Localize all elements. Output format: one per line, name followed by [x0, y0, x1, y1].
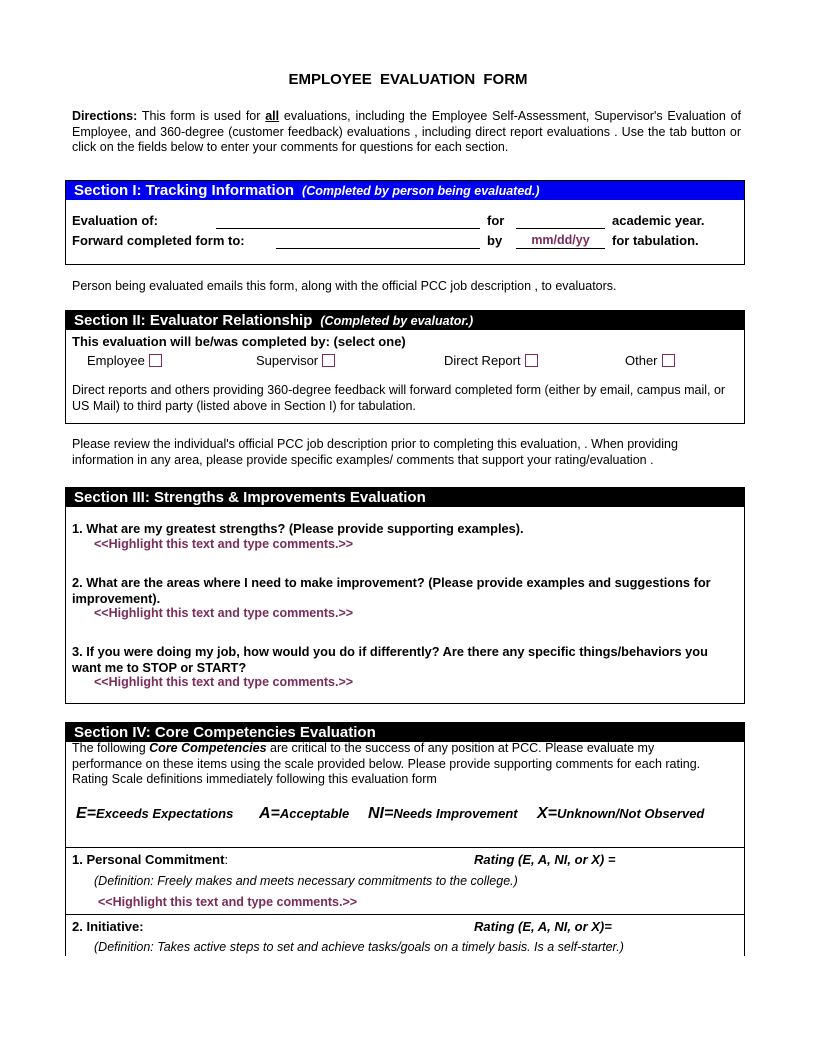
scale-e — [76, 805, 233, 823]
question-1: 1. What are my greatest strengths? (Please provide supporting examples). — [72, 521, 524, 536]
competency-2-name: 2. Initiative: — [72, 919, 144, 934]
option-other-label: Other — [625, 353, 658, 368]
section1-title: Section I: Tracking Information — [74, 182, 295, 199]
question-3: 3. If you were doing my job, how would you do if differently? Are there any specific things/behaviors you want me to STOP or START? — [72, 644, 708, 675]
directions-text-b: evaluations, including the Employee Self-Assessment, Supervisor's Evaluation of Employee, and 360-degree (customer feedback) evaluations , including direct report evaluations . Use the tab button or click on the fields below to enter your comments for questions for each section. — [72, 109, 741, 154]
scale-ni-code: NI= — [368, 805, 394, 822]
option-supervisor-label: Supervisor — [256, 353, 319, 368]
page-title: EMPLOYEE EVALUATION FORM — [288, 71, 528, 88]
note-review: Please review the individual's official PCC job description prior to completing this evaluation, . When providing information in any area, please provide specific examples/ comments that support your rating/evaluation . — [72, 437, 678, 467]
scale-x — [537, 805, 704, 823]
date-field[interactable]: mm/dd/yy — [516, 233, 605, 249]
direct-report-checkbox[interactable] — [525, 354, 538, 367]
section2-title: Section II: Evaluator Relationship — [74, 312, 313, 329]
select-prompt: This evaluation will be/was completed by: (select one) — [72, 334, 406, 349]
scale-ni-label: Needs Improvement — [393, 806, 518, 821]
by-label: by — [487, 233, 503, 248]
section2-text: Direct reports and others providing 360-degree feedback will forward completed form (either by email, campus mail, or US Mail) to third party (listed above in Section I) for tabulation. — [72, 383, 726, 413]
eval-of-field[interactable] — [216, 228, 480, 229]
option-direct-report[interactable] — [444, 353, 538, 368]
scale-a-code: A= — [259, 805, 280, 822]
other-checkbox[interactable] — [662, 354, 675, 367]
supervisor-checkbox[interactable] — [322, 354, 335, 367]
highlight-comment-2[interactable]: <<Highlight this text and type comments.>> — [94, 606, 354, 620]
competency-2-rating[interactable]: Rating (E, A, NI, or X)= — [474, 919, 612, 934]
competency-1-definition: (Definition: Freely makes and meets necessary commitments to the college.) — [94, 874, 518, 888]
competency-1-highlight[interactable]: <<Highlight this text and type comments.>> — [98, 895, 358, 909]
intro-text-b: are critical to the success of any position at PCC. Please evaluate my performance on these items using the scale provided below. Please provide supporting comments for each rating. Rating Scale definitions immediately following this evaluation form — [72, 741, 701, 786]
competency-1-title — [72, 852, 228, 867]
section2-note: (Completed by evaluator.) — [320, 314, 474, 328]
directions-label: Directions: — [72, 109, 138, 123]
employee-checkbox[interactable] — [149, 354, 162, 367]
intro-text-a: The following — [72, 741, 150, 755]
option-supervisor[interactable] — [256, 353, 335, 368]
scale-a-label: Acceptable — [279, 806, 350, 821]
section4-header: Section IV: Core Competencies Evaluation — [66, 723, 744, 742]
directions — [72, 109, 741, 156]
eval-of-label: Evaluation of: — [72, 213, 158, 228]
forward-field[interactable] — [276, 248, 480, 249]
academic-year-label: academic year. — [612, 213, 705, 228]
tabulation-label: for tabulation. — [612, 233, 699, 248]
for-label: for — [487, 213, 505, 228]
forward-label: Forward completed form to: — [72, 233, 245, 248]
table-right-border — [744, 848, 745, 956]
scale-x-code: X= — [537, 805, 558, 822]
competency-1-suffix: : — [224, 852, 229, 867]
year-field[interactable] — [516, 228, 605, 229]
competency-1-rating[interactable]: Rating (E, A, NI, or X) = — [474, 852, 616, 867]
intro-core-competencies: Core Competencies — [149, 741, 267, 755]
option-employee[interactable] — [87, 353, 162, 368]
highlight-comment-3[interactable]: <<Highlight this text and type comments.>> — [94, 675, 354, 689]
option-direct-report-label: Direct Report — [444, 353, 521, 368]
row-divider — [65, 914, 745, 915]
directions-all: all — [265, 109, 280, 123]
question-2: 2. What are the areas where I need to make improvement? (Please provide examples and suggestions for improvement). — [72, 575, 711, 606]
section2-header — [66, 311, 744, 330]
highlight-comment-1[interactable]: <<Highlight this text and type comments.>> — [94, 537, 354, 551]
scale-x-label: Unknown/Not Observed — [557, 806, 705, 821]
section1-note: (Completed by person being evaluated.) — [302, 184, 540, 198]
scale-ni — [368, 805, 518, 823]
scale-e-code: E= — [76, 805, 97, 822]
scale-a — [259, 805, 349, 823]
table-left-border — [65, 848, 66, 956]
scale-e-label: Exceeds Expectations — [96, 806, 234, 821]
note-job-description: Person being evaluated emails this form, along with the official PCC job description , to evaluators. — [72, 279, 617, 293]
directions-text-a: This form is used for — [137, 109, 266, 123]
section1-header — [66, 181, 744, 200]
section3-header: Section III: Strengths & Improvements Evaluation — [66, 488, 744, 507]
option-employee-label: Employee — [87, 353, 145, 368]
section4-intro — [72, 741, 702, 788]
competency-2-definition: (Definition: Takes active steps to set and achieve tasks/goals on a timely basis. Is a self-starter.) — [94, 940, 624, 954]
option-other[interactable] — [625, 353, 675, 368]
competency-1-name: 1. Personal Commitment — [72, 852, 225, 867]
